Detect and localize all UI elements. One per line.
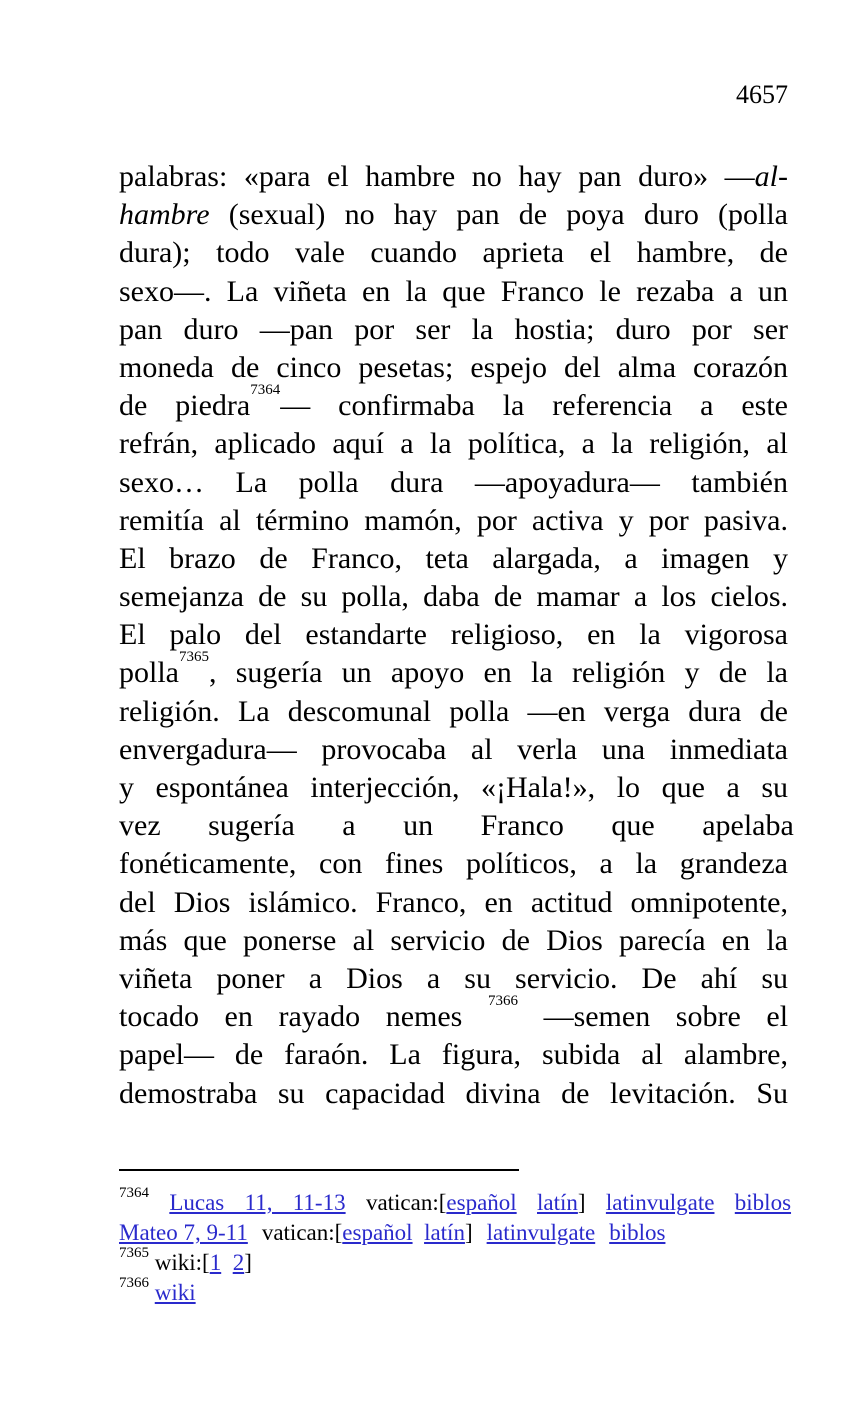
text-line: dura); todo vale cuando aprieta el hambre, de — [119, 236, 788, 270]
link-espanol[interactable]: español — [342, 1220, 413, 1245]
text-line: El brazo de Franco, teta alargada, a imagen y — [119, 541, 788, 575]
text-line: refrán, aplicado aquí a la política, a la religión, al — [119, 427, 788, 461]
link-wiki-1[interactable]: 1 — [209, 1250, 222, 1275]
text-line: demostraba su capacidad divina de levitación. Su — [119, 1076, 788, 1110]
footnotes — [119, 1185, 792, 1308]
link-espanol[interactable]: español — [446, 1190, 517, 1215]
footnote-number: 7366 — [119, 1275, 149, 1291]
text-line: de piedra$^{7364}$— confirmaba la referencia a este — [119, 382, 788, 423]
link-mateo[interactable]: Mateo 7, 9-11 — [119, 1220, 248, 1245]
text-line: semejanza de su polla, daba de mamar a los cielos. — [119, 580, 788, 614]
text-line: viñeta poner a Dios a su servicio. De ahí su — [119, 961, 788, 995]
body-text — [119, 158, 794, 1113]
text-line: polla$^{7365}$, sugería un apoyo en la religión y de la — [119, 649, 788, 690]
footnote-7365: $^{7365}$ wiki:[1 2] — [119, 1245, 252, 1275]
text-line: más que ponerse al servicio de Dios parecía en la — [119, 923, 788, 957]
page-number: 4657 — [736, 80, 788, 109]
footnote-7364-cont: Mateo 7, 9-11 vatican:[español latín] latinvulgate biblos — [119, 1220, 666, 1245]
text-line: religión. La descomunal polla —en verga dura de — [119, 694, 788, 728]
text-line: papel— de faraón. La figura, subida al alambre, — [119, 1038, 788, 1072]
link-latinvulgate[interactable]: latinvulgate — [486, 1220, 596, 1245]
footnote-number: 7365 — [119, 1245, 149, 1261]
text-line: moneda de cinco pesetas; espejo del alma corazón — [119, 350, 788, 384]
link-wiki[interactable]: wiki — [154, 1280, 196, 1305]
text-line: envergadura— provocaba al verla una inmediata — [119, 732, 788, 766]
link-wiki-2[interactable]: 2 — [232, 1250, 245, 1275]
text-line: sexo… La polla dura —apoyadura— también — [119, 465, 788, 499]
text-line: El palo del estandarte religioso, en la vigorosa — [119, 618, 788, 652]
footnote-ref[interactable]: 7364 — [250, 382, 281, 399]
footnote-7366 — [119, 1275, 791, 1308]
footnote-divider — [119, 1169, 519, 1171]
link-latin[interactable]: latín — [537, 1190, 578, 1215]
link-biblos[interactable]: biblos — [609, 1220, 666, 1245]
footnote-ref[interactable]: 7365 — [179, 649, 209, 666]
text-line: tocado en rayado nemes $^{7366}$ —semen sobre el — [119, 993, 789, 1034]
text-line: palabras: «para el hambre no hay pan duro» —al- — [119, 160, 788, 193]
text-line: pan duro —pan por ser la hostia; duro por ser — [119, 312, 788, 346]
text-line: vez sugería a un Franco que apelaba — [119, 809, 794, 843]
link-lucas[interactable]: Lucas 11, 11-13 — [169, 1190, 346, 1215]
text-line: hambre (sexual) no hay pan de poya duro (polla — [119, 198, 788, 232]
text-line: remitía al término mamón, por activa y por pasiva. — [119, 503, 788, 537]
text-line: del Dios islámico. Franco, en actitud omnipotente, — [119, 885, 788, 919]
link-latin[interactable]: latín — [424, 1220, 465, 1245]
footnote-ref[interactable]: 7366 — [487, 993, 518, 1010]
text-line: fonéticamente, con fines políticos, a la grandeza — [119, 847, 788, 881]
link-biblos[interactable]: biblos — [734, 1190, 792, 1215]
link-latinvulgate[interactable]: latinvulgate — [605, 1190, 715, 1215]
text-line: y espontánea interjección, «¡Hala!», lo que a su — [119, 771, 788, 804]
text-line: sexo—. La viñeta en la que Franco le rezaba a un — [119, 274, 788, 308]
footnote-number: 7364 — [119, 1185, 149, 1201]
footnote-7364: $^{7364}$ Lucas 11, 11-13 vatican:[español latín] latinvulgate biblos — [119, 1185, 792, 1215]
